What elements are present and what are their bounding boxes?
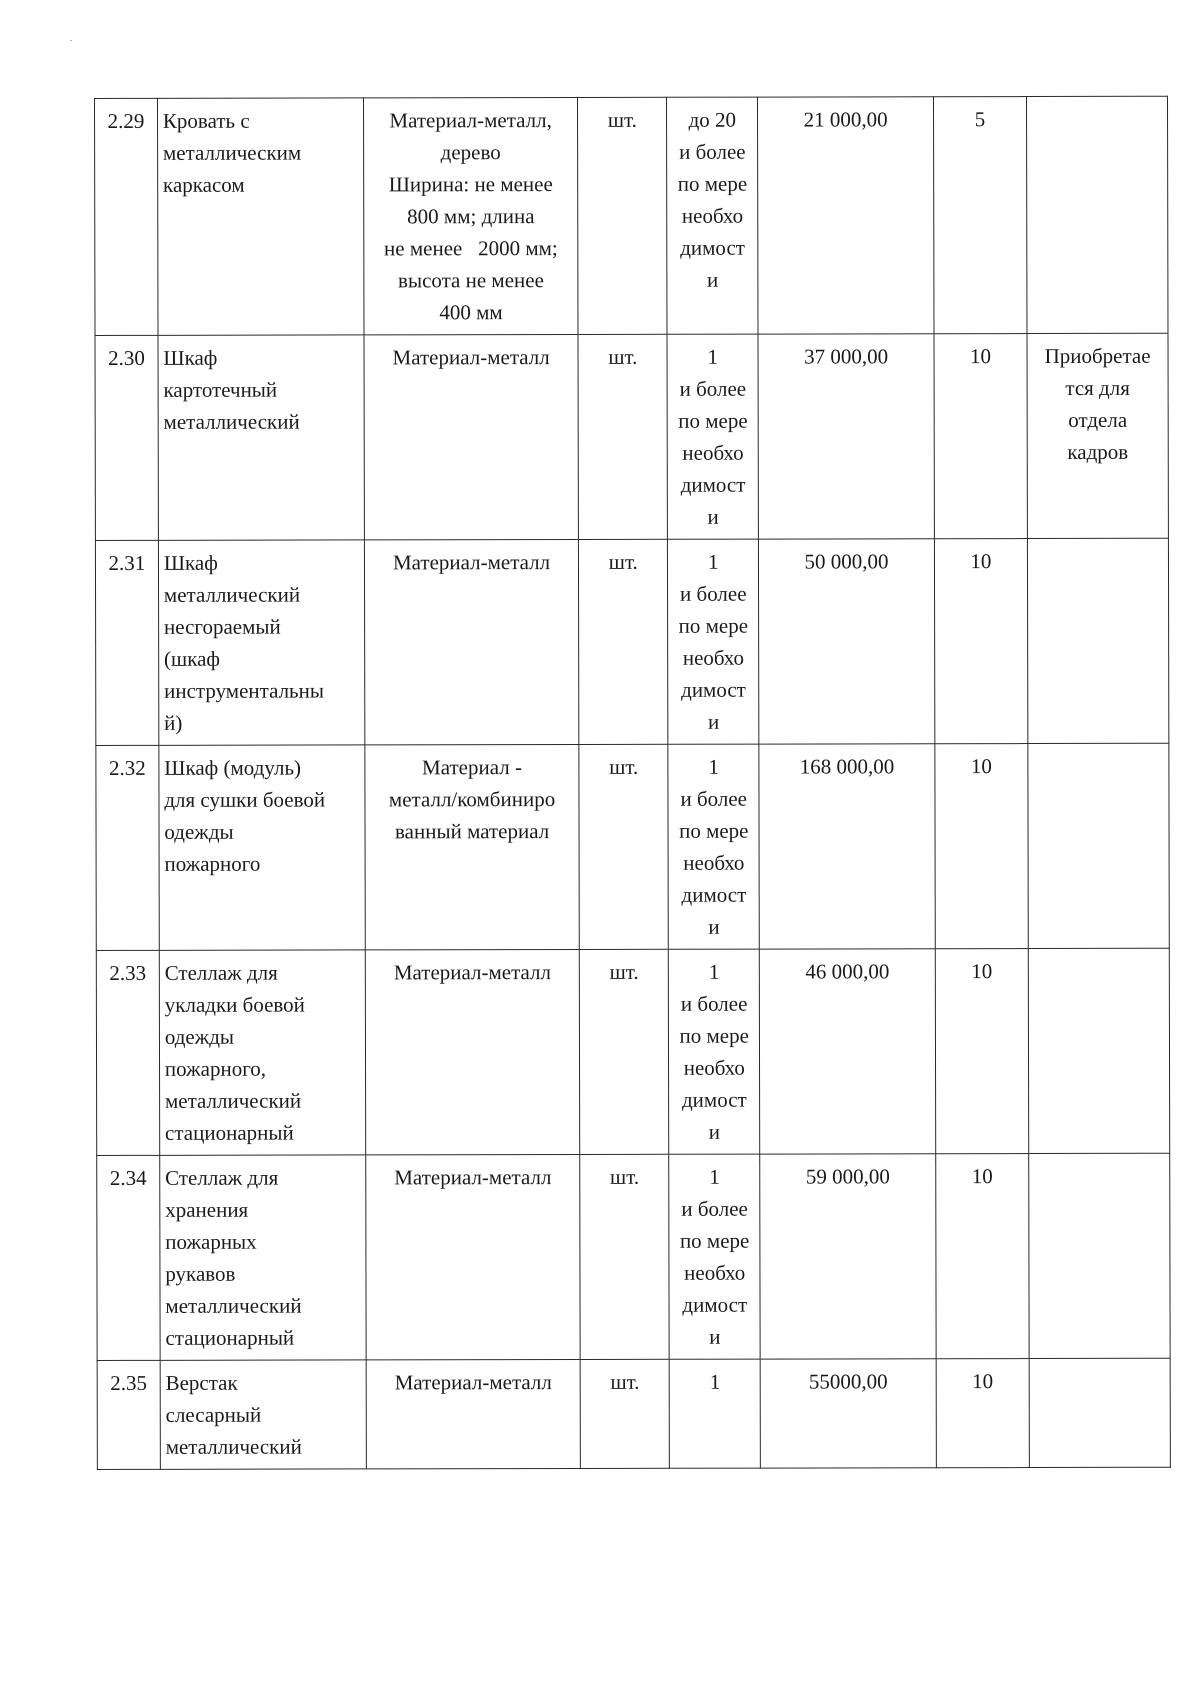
- item-unit: шт.: [608, 344, 638, 369]
- item-unit: шт.: [608, 549, 638, 574]
- item-quantity-line: 1: [707, 344, 719, 369]
- item-unit-cell: [581, 1359, 670, 1468]
- equipment-table: [94, 96, 1171, 1470]
- item-quantity-line: необхо: [681, 203, 744, 228]
- item-spec-line: Материал-металл: [394, 1165, 552, 1190]
- row-number: 2.32: [108, 755, 146, 780]
- item-price: 37 000,00: [804, 344, 889, 369]
- item-quantity-line: димост: [681, 677, 746, 702]
- item-unit-cell: [580, 1154, 669, 1359]
- table-row: [96, 948, 1169, 1155]
- item-quantity-line: по мере: [678, 408, 748, 433]
- item-service-life: 10: [971, 959, 993, 984]
- item-spec-line: Материал-металл: [392, 345, 550, 370]
- item-name-line: стационарный: [165, 1120, 294, 1145]
- item-price: 21 000,00: [803, 107, 888, 132]
- item-service-life-cell: [935, 744, 1029, 949]
- table-row: [95, 96, 1168, 335]
- item-quantity-line: и: [707, 504, 719, 529]
- table-row: [97, 1358, 1170, 1469]
- row-number: 2.33: [109, 960, 147, 985]
- item-spec-line: дерево: [440, 140, 501, 165]
- item-note-cell: [1028, 948, 1169, 1153]
- item-quantity-line: и: [708, 914, 720, 939]
- item-name-cell: [160, 1155, 366, 1360]
- item-service-life: 10: [970, 549, 992, 574]
- item-unit: шт.: [609, 754, 639, 779]
- item-name-line: каркасом: [163, 172, 245, 197]
- item-quantity-cell: [669, 1359, 760, 1468]
- item-service-life: 10: [972, 1369, 994, 1394]
- item-spec-line: Материал-металл: [393, 960, 552, 985]
- item-spec-line: 400 мм: [439, 300, 503, 325]
- item-quantity-cell: [669, 949, 760, 1154]
- item-quantity-line: по мере: [677, 171, 748, 196]
- item-name-line: пожарных: [165, 1229, 257, 1254]
- item-quantity-line: и более: [679, 139, 746, 164]
- item-quantity-line: 1: [707, 549, 719, 574]
- item-price-cell: [759, 539, 935, 744]
- item-price: 46 000,00: [805, 959, 890, 984]
- item-unit: шт.: [607, 107, 637, 132]
- table-row: [95, 333, 1168, 540]
- item-name-line: одежды: [164, 1024, 235, 1049]
- item-spec-line: Материал-металл: [394, 1370, 552, 1395]
- item-price: 168 000,00: [799, 754, 895, 779]
- row-number-cell: [97, 1360, 160, 1469]
- item-spec-line: 800 мм; длина: [407, 204, 535, 229]
- item-unit: шт.: [610, 1369, 640, 1394]
- item-service-life-cell: [933, 97, 1027, 334]
- item-note-cell: [1028, 743, 1169, 948]
- item-note-line: кадров: [1067, 439, 1129, 464]
- item-name-line: й): [164, 710, 183, 735]
- row-number-cell: [95, 98, 158, 335]
- item-quantity-line: по мере: [678, 613, 749, 638]
- item-price-cell: [758, 97, 934, 334]
- item-name-cell: [158, 335, 364, 540]
- item-service-life: 10: [971, 1164, 993, 1189]
- item-note-line: Приобретае: [1044, 343, 1151, 369]
- item-service-life: 5: [974, 107, 986, 132]
- item-name-line: металлический: [164, 1088, 302, 1113]
- item-quantity-line: и более: [679, 581, 747, 606]
- item-unit-cell: [579, 539, 668, 744]
- item-quantity-cell: [668, 744, 759, 949]
- item-price-cell: [760, 1359, 936, 1468]
- item-quantity-line: и: [708, 1119, 721, 1144]
- item-unit-cell: [578, 334, 667, 539]
- item-quantity-line: димост: [680, 235, 745, 260]
- item-service-life: 10: [969, 344, 992, 369]
- item-quantity-line: необхо: [684, 1260, 746, 1285]
- table-row: [96, 743, 1169, 950]
- item-note-cell: [1027, 96, 1168, 333]
- scan-speck: [70, 40, 72, 41]
- item-quantity-line: необхо: [682, 645, 745, 670]
- item-name-cell: [158, 540, 364, 745]
- item-quantity-line: 1: [709, 1369, 721, 1394]
- item-name-line: Шкаф: [163, 550, 218, 575]
- row-number-cell: [97, 1155, 160, 1360]
- item-name-line: хранения: [165, 1197, 249, 1222]
- item-spec-cell: [364, 539, 579, 744]
- item-quantity-line: по мере: [679, 818, 749, 843]
- row-number: 2.34: [109, 1165, 147, 1190]
- item-quantity-line: до 20: [688, 107, 737, 132]
- item-name-line: металлический: [163, 409, 300, 434]
- item-quantity-cell: [667, 334, 758, 539]
- item-name-line: укладки боевой: [164, 992, 305, 1017]
- item-quantity-cell: [667, 97, 759, 334]
- item-quantity-line: и более: [680, 991, 748, 1016]
- item-quantity-line: и более: [680, 786, 748, 811]
- row-number: 2.31: [108, 550, 146, 575]
- item-name-line: Шкаф: [163, 345, 218, 370]
- row-number: 2.35: [110, 1370, 148, 1395]
- item-quantity-cell: [668, 539, 759, 744]
- item-note-line: тся для: [1065, 375, 1130, 400]
- item-name-line: Кровать с: [162, 108, 250, 133]
- item-quantity-line: и: [709, 1324, 721, 1349]
- item-name-line: одежды: [164, 819, 234, 844]
- item-service-life-cell: [934, 539, 1028, 744]
- item-name-line: металлический: [165, 1293, 302, 1318]
- item-service-life-cell: [935, 949, 1029, 1154]
- item-name-line: металлический: [163, 582, 301, 607]
- table-row: [95, 538, 1168, 745]
- item-quantity-line: димост: [682, 1292, 748, 1317]
- item-quantity-line: 1: [709, 1164, 720, 1189]
- item-service-life-cell: [934, 334, 1028, 539]
- item-name-line: Стеллаж для: [165, 1165, 279, 1190]
- item-quantity-line: димост: [681, 1087, 747, 1112]
- item-price-cell: [759, 744, 935, 949]
- item-price: 50 000,00: [804, 549, 889, 574]
- item-spec-line: Материал-металл: [392, 550, 551, 575]
- item-name-line: Стеллаж для: [164, 960, 278, 985]
- item-price: 59 000,00: [805, 1164, 890, 1189]
- item-spec-cell: [364, 334, 579, 539]
- item-quantity-line: необхо: [682, 440, 744, 465]
- item-spec-line: Материал-металл,: [389, 108, 552, 133]
- item-name-line: для сушки боевой: [164, 787, 326, 812]
- item-name-line: (шкаф: [164, 646, 221, 671]
- item-quantity-cell: [669, 1154, 760, 1359]
- row-number-cell: [96, 745, 159, 950]
- item-quantity-line: по мере: [679, 1228, 750, 1253]
- item-name-line: рукавов: [165, 1261, 236, 1286]
- item-price-cell: [758, 334, 934, 539]
- item-quantity-line: димост: [680, 472, 746, 497]
- item-spec-cell: [363, 97, 578, 334]
- item-unit: шт.: [609, 959, 639, 984]
- item-note-cell: [1027, 538, 1168, 743]
- item-quantity-line: и: [706, 267, 719, 292]
- table-body: [95, 96, 1171, 1469]
- item-note-cell: [1029, 1358, 1170, 1467]
- item-spec-line: высота не менее: [397, 268, 544, 293]
- item-name-line: металлический: [165, 1434, 302, 1459]
- item-price-cell: [760, 949, 936, 1154]
- item-quantity-line: необхо: [683, 1055, 745, 1080]
- item-service-life-cell: [936, 1154, 1030, 1359]
- item-name-cell: [159, 745, 365, 950]
- item-name-cell: [159, 950, 365, 1155]
- item-note-cell: [1027, 333, 1168, 538]
- item-quantity-line: и: [707, 709, 720, 734]
- item-spec-line: Материал -: [421, 755, 522, 780]
- row-number: 2.29: [107, 108, 145, 133]
- item-name-line: Верстак: [165, 1370, 238, 1395]
- item-name-line: металлическим: [162, 140, 302, 165]
- item-spec-line: не менее 2000 мм;: [384, 236, 558, 261]
- row-number-cell: [96, 950, 159, 1155]
- item-quantity-line: и более: [679, 376, 747, 401]
- item-spec-cell: [365, 949, 580, 1154]
- item-spec-line: металл/комбиниро: [388, 787, 556, 812]
- item-quantity-line: и более: [681, 1196, 748, 1221]
- item-unit: шт.: [610, 1164, 640, 1189]
- item-quantity-line: 1: [708, 959, 720, 984]
- item-quantity-line: 1: [708, 754, 719, 779]
- item-name-line: Шкаф (модуль): [164, 755, 302, 780]
- item-price: 55000,00: [808, 1369, 888, 1394]
- item-name-line: пожарного,: [164, 1056, 267, 1081]
- item-note-line: отдела: [1068, 407, 1128, 432]
- item-unit-cell: [578, 97, 667, 334]
- item-service-life-cell: [936, 1359, 1029, 1468]
- item-name-line: картотечный: [163, 377, 278, 402]
- item-spec-line: ванный материал: [394, 819, 550, 844]
- item-quantity-line: димост: [681, 882, 747, 907]
- item-name-line: пожарного: [164, 851, 261, 876]
- item-price-cell: [760, 1154, 936, 1359]
- item-unit-cell: [579, 744, 668, 949]
- row-number-cell: [95, 335, 158, 540]
- item-name-cell: [160, 1360, 366, 1469]
- row-number-cell: [95, 540, 158, 745]
- item-quantity-line: необхо: [683, 850, 745, 875]
- item-service-life: 10: [970, 754, 992, 779]
- item-name-line: стационарный: [165, 1325, 295, 1350]
- row-number: 2.30: [108, 345, 145, 370]
- item-spec-cell: [365, 744, 580, 949]
- item-spec-line: Ширина: не менее: [388, 172, 553, 197]
- item-name-line: слесарный: [165, 1402, 262, 1427]
- item-spec-cell: [365, 1154, 580, 1359]
- item-name-cell: [157, 98, 363, 335]
- item-unit-cell: [580, 949, 669, 1154]
- item-name-line: инструментальны: [164, 678, 325, 703]
- item-spec-cell: [366, 1359, 581, 1468]
- table-row: [97, 1153, 1170, 1360]
- item-quantity-line: по мере: [679, 1023, 749, 1048]
- item-name-line: несгораемый: [163, 614, 281, 639]
- item-note-cell: [1029, 1153, 1170, 1358]
